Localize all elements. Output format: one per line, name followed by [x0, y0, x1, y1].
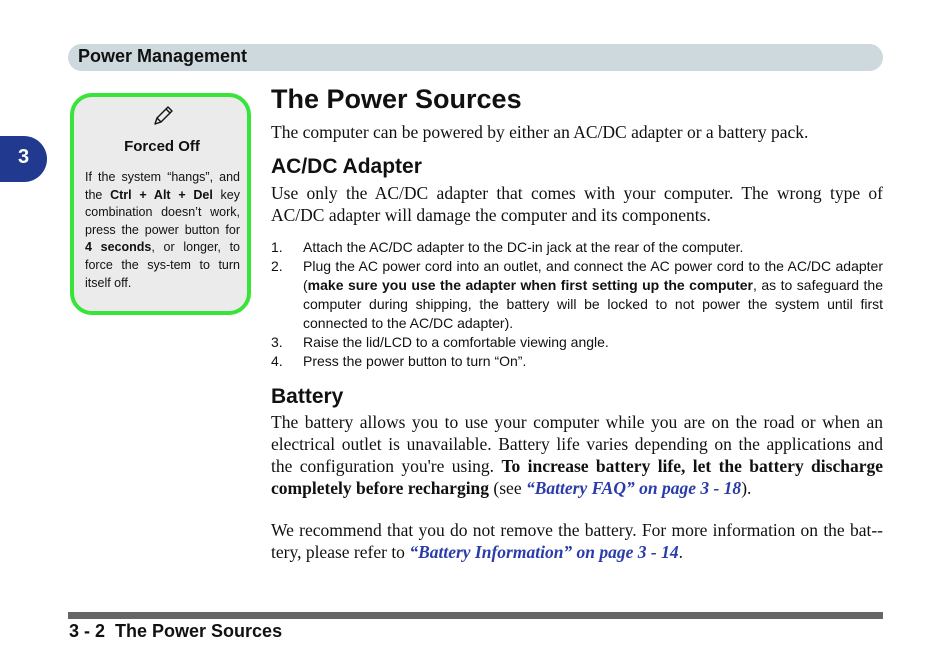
step-item: 3. Raise the lid/LCD to a comfortable viewing angle.	[271, 334, 609, 350]
chapter-tab	[0, 136, 47, 182]
footer-rule	[68, 612, 883, 619]
note-body: If the system “hangs”, and the Ctrl + Alt + Del key combination doesn’t work, press the power button for 4 seconds, or longer, to force the sys-tem to turn itself off.	[85, 170, 241, 290]
step-item: 4. Press the power button to turn “On”.	[271, 353, 527, 369]
acdc-paragraph: Use only the AC/DC adapter that comes with your computer. The wrong type of AC/DC adapter will damage the computer and its components.	[271, 183, 883, 225]
setup-steps	[271, 238, 883, 371]
step-item: 1. Attach the AC/DC adapter to the DC-in jack at the rear of the computer.	[271, 239, 744, 255]
battery-paragraph: The battery allows you to use your computer while you are on the road or when an electrical outlet is unavailable. Battery life varies depending on the applications and the configuration you're using. To increase battery life, let the battery discharge completely before recharging (see “Battery FAQ” on page 3 - 18).	[271, 412, 884, 498]
acdc-heading: AC/DC Adapter	[271, 155, 422, 178]
step-item: 2. Plug the AC power cord into an outlet, and connect the AC power cord to the AC/DC adapter (make sure you use the adapter when first setting up the computer, as to safeguard the computer during shipping, the battery will be locked to not power the system until first connected to the AC/DC adapter).	[271, 258, 884, 331]
page-title: The Power Sources	[271, 84, 522, 114]
recommend-paragraph: We recommend that you do not remove the battery. For more information on the bat-tery, please refer to “Battery Information” on page 3 - 14.	[271, 520, 883, 562]
note-title: Forced Off	[124, 138, 200, 155]
battery-faq-link[interactable]: “Battery FAQ” on page 3 - 18	[525, 478, 742, 498]
battery-information-link[interactable]: “Battery Information” on page 3 - 14	[409, 542, 679, 562]
page-footer: 3 - 2 The Power Sources	[69, 621, 283, 641]
chapter-number: 3	[18, 146, 30, 168]
key-combo: Ctrl + Alt + Del	[110, 187, 213, 202]
seconds-value: 4 seconds	[85, 240, 152, 255]
intro-paragraph: The computer can be powered by either an AC/DC adapter or a battery pack.	[271, 122, 809, 142]
battery-heading: Battery	[271, 385, 344, 408]
pencil-icon	[151, 104, 175, 128]
page-header-title: Power Management	[78, 46, 248, 66]
